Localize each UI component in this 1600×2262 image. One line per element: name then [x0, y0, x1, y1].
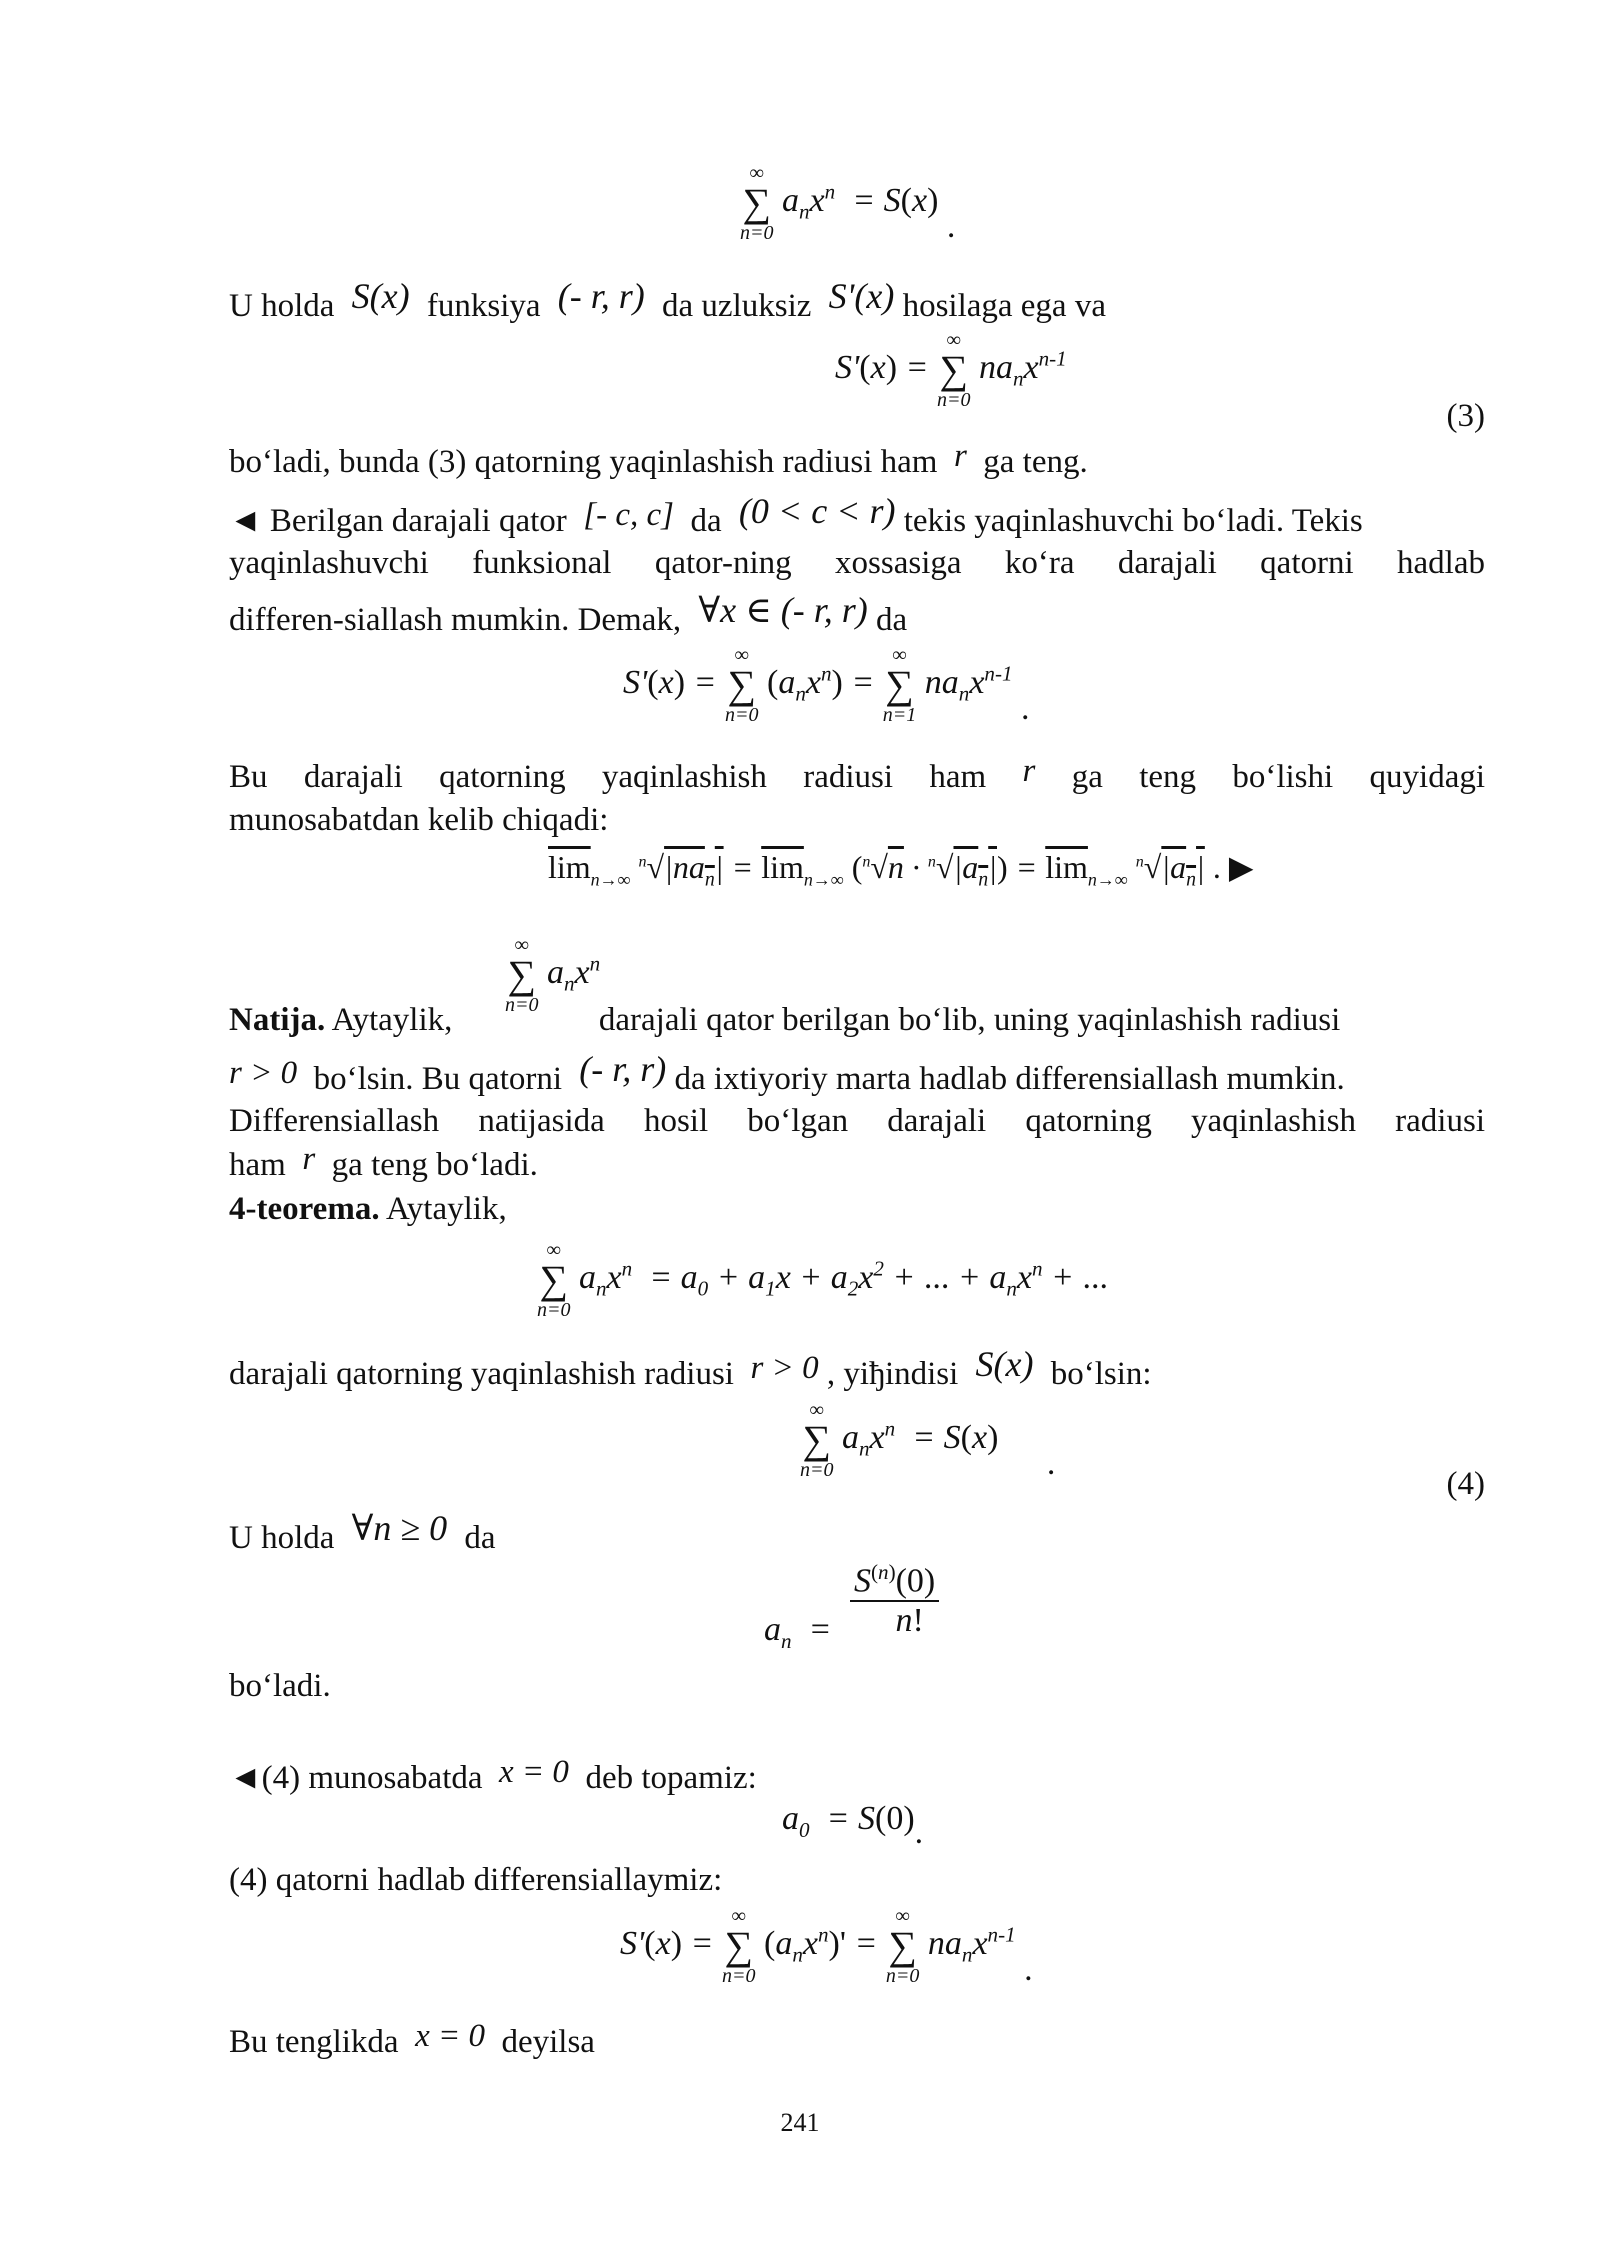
math-inline: S(x): [966, 1344, 1043, 1384]
math-inline: ∀n ≥ 0: [342, 1508, 457, 1548]
text-line: munosabatdan kelib chiqadi:: [229, 802, 609, 838]
math-inline: r: [945, 438, 976, 474]
formula-limit-radius: $\overline{lim}_{n\to\infty}$ $^n√|na_n| = \overline{lim}_{n\to\infty}$ $(^n√n \cdot ^n√|a_n|) = \overline{lim}_{n\to\infty}$ $^n√|a_n|$ . ▶: [548, 849, 1254, 891]
text-line: ◄ Berilgan darajali qator [- c, c] da (0 < c < r) tekis yaqinlashuvchi bo‘ladi. Tekis: [229, 491, 1363, 539]
text-line: U holda ∀n ≥ 0 da: [229, 1508, 496, 1556]
math-inline: (- r, r): [570, 1049, 667, 1089]
math-inline: [- c, c]: [575, 497, 683, 533]
formula-derivative-series: S'(x) = ∞ ∑ n=0 $(a_nx^n)'$ = ∞ ∑ n=0 $na_nx^{n-1}$ .: [620, 1905, 1033, 1988]
equation-number-4: (4): [1446, 1466, 1485, 1502]
teorema-label: 4-teorema.: [229, 1191, 380, 1227]
text-line: bo‘ladi, bunda (3) qatorning yaqinlashish radiusi ham r ga teng.: [229, 438, 1088, 480]
formula-power-series: ∞ ∑ n=0 $a_nx^n$: [505, 934, 601, 1016]
math-inline: r > 0: [742, 1350, 819, 1386]
text-line: 4-teorema. Aytaylik,: [229, 1191, 507, 1227]
text-line: Natija. Aytaylik, darajali qator berilgan bo‘lib, uning yaqinlashish radiusi: [229, 1002, 1341, 1038]
formula-series-sum: ∞ ∑ n=0 $a_nx^n = S(x)$ .: [740, 162, 956, 245]
text-line: yaqinlashuvchi funksional qator-ning xossasiga ko‘ra darajali qatorni hadlab: [229, 545, 1485, 581]
text-line: bo‘ladi.: [229, 1668, 331, 1704]
text-line: ◄(4) munosabatda x = 0 deb topamiz:: [229, 1754, 757, 1796]
formula-derivative: S'(x) = ∞ ∑ n=0 $na_nx^{n-1}$: [835, 329, 1067, 411]
text-line: Bu tenglikda x = 0 deyilsa: [229, 2018, 595, 2060]
math-inline: x = 0: [406, 2018, 494, 2054]
math-inline: S(x): [342, 276, 419, 316]
math-inline: ∀x ∈ (- r, r): [689, 590, 868, 630]
text-line: Differensiallash natijasida hosil bo‘lgan darajali qatorning yaqinlashish radiusi: [229, 1103, 1485, 1139]
text-line: differen-siallash mumkin. Demak, ∀x ∈ (- r, r) da: [229, 590, 908, 638]
end-of-proof-icon: ▶: [1228, 849, 1254, 885]
math-inline: r > 0: [229, 1055, 306, 1091]
formula-termwise-derivative: S'(x) = ∞ ∑ n=0 $(a_nx^n)$ = ∞ ∑ n=1 $na_nx^{n-1}$ .: [623, 644, 1030, 727]
text-line: ham r ga teng bo‘ladi.: [229, 1141, 538, 1183]
math-inline: r: [1022, 753, 1036, 789]
formula-expanded-series: ∞ ∑ n=0 $a_nx^n = a_0 + a_1x + a_2x^2$ + ... + $a_nx^n$ + ...: [537, 1239, 1108, 1321]
text-line: Bu darajali qatorning yaqinlashish radiusi ham r ga teng bo‘lishi quyidagi: [229, 753, 1486, 795]
math-inline: (0 < c < r): [729, 491, 896, 531]
page-number: 241: [780, 2108, 820, 2137]
equation-number-3: (3): [1446, 398, 1485, 434]
math-inline: x = 0: [490, 1754, 578, 1790]
text-line: (4) qatorni hadlab differensiallaymiz:: [229, 1862, 723, 1898]
formula-coefficient: $a_n$ = $\frac{S^{(n)}(0)}{n!}$: [764, 1560, 939, 1640]
text-line: r > 0 bo‘lsin. Bu qatorni (- r, r) da ixtiyoriy marta hadlab differensiallash mumkin.: [229, 1049, 1345, 1097]
math-inline: r: [294, 1141, 324, 1177]
math-inline: (- r, r): [548, 276, 654, 316]
text-line: darajali qatorning yaqinlashish radiusi r > 0 , yiђindisi S(x) bo‘lsin:: [229, 1344, 1152, 1392]
formula-series-sum-4: ∞ ∑ n=0 $a_nx^n = S(x)$ .: [800, 1399, 1056, 1482]
math-inline: S'(x): [819, 276, 895, 316]
natija-label: Natija.: [229, 1002, 326, 1038]
formula-a0: $a_0 = S(0)$.: [782, 1800, 924, 1851]
text-line: U holda S(x) funksiya (- r, r) da uzluksiz S'(x) hosilaga ega va: [229, 276, 1106, 324]
